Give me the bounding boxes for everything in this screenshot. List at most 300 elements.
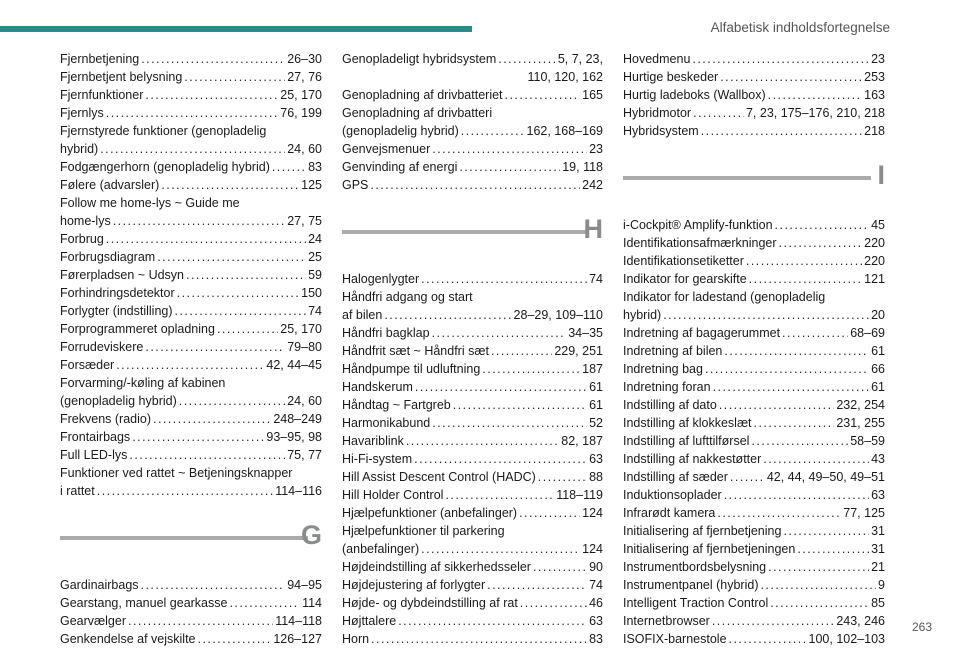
entry-row bbox=[623, 306, 885, 324]
entry-page-ref: 42, 44, 49–50, 49–51 bbox=[766, 470, 885, 484]
index-entry[interactable] bbox=[342, 630, 603, 648]
entry-page-ref: 27, 76 bbox=[287, 70, 322, 84]
index-entry[interactable] bbox=[623, 50, 885, 68]
dot-leader bbox=[498, 50, 556, 68]
entry-row bbox=[623, 468, 885, 486]
entry-page-ref: 43 bbox=[871, 452, 885, 466]
index-entry[interactable] bbox=[60, 338, 322, 356]
dot-leader bbox=[520, 594, 587, 612]
index-entry[interactable] bbox=[60, 104, 322, 122]
entry-page-ref: 19, 118 bbox=[562, 160, 603, 174]
index-entry[interactable] bbox=[342, 450, 603, 468]
dot-leader bbox=[763, 450, 869, 468]
section-divider-i bbox=[623, 160, 885, 210]
entry-page-ref: 76, 199 bbox=[280, 106, 322, 120]
entry-row bbox=[623, 612, 885, 630]
entry-page-ref: 74 bbox=[589, 272, 603, 286]
entry-row bbox=[60, 594, 322, 612]
index-entry[interactable] bbox=[60, 446, 322, 464]
dot-leader bbox=[371, 630, 587, 648]
entry-label: Fjernlys bbox=[60, 106, 104, 120]
entry-row bbox=[623, 216, 885, 234]
entry-label: Frontairbags bbox=[60, 430, 131, 444]
dot-leader bbox=[519, 504, 580, 522]
entry-page-ref: 25, 170 bbox=[280, 88, 322, 102]
entry-page-ref: 229, 251 bbox=[554, 344, 603, 358]
entry-page-ref: 61 bbox=[589, 398, 603, 412]
entry-page-ref: 68–69 bbox=[850, 326, 885, 340]
dot-leader bbox=[177, 284, 299, 302]
entry-page-ref: 243, 246 bbox=[836, 614, 885, 628]
entry-label: Forhindringsdetektor bbox=[60, 286, 175, 300]
dot-leader bbox=[414, 450, 587, 468]
entry-label: Infrarødt kamera bbox=[623, 506, 716, 520]
index-entry[interactable] bbox=[623, 594, 885, 612]
index-entry[interactable] bbox=[623, 342, 885, 360]
entry-row bbox=[60, 212, 322, 230]
entry-label: Hi-Fi-system bbox=[342, 452, 413, 466]
index-entry[interactable] bbox=[623, 450, 885, 468]
dot-leader bbox=[461, 122, 525, 140]
page-header-title: Alfabetisk indholdsfortegnelse bbox=[710, 20, 890, 35]
index-entry[interactable] bbox=[623, 324, 885, 342]
entry-page-ref: 20 bbox=[871, 308, 885, 322]
dot-leader bbox=[693, 104, 744, 122]
entry-label: Identifikationsafmærkninger bbox=[623, 236, 777, 250]
index-entry[interactable] bbox=[60, 594, 322, 612]
index-entry[interactable] bbox=[60, 356, 322, 374]
entry-row bbox=[60, 392, 322, 410]
index-entry[interactable] bbox=[60, 410, 322, 428]
index-entry[interactable] bbox=[623, 468, 885, 486]
index-entry[interactable] bbox=[623, 558, 885, 576]
entry-label: af bilen bbox=[342, 308, 383, 322]
entry-page-ref: 248–249 bbox=[273, 412, 322, 426]
section-letter: G bbox=[300, 520, 322, 550]
entry-label: hybrid) bbox=[623, 308, 662, 322]
entry-page-ref: 83 bbox=[589, 632, 603, 646]
index-entry[interactable] bbox=[342, 176, 603, 194]
entry-row bbox=[623, 50, 885, 68]
entry-label-line: Forvarming/-køling af kabinen bbox=[60, 376, 226, 390]
entry-page-ref: 100, 102–103 bbox=[808, 632, 885, 646]
index-entry[interactable] bbox=[623, 104, 885, 122]
entry-page-ref: 114–116 bbox=[275, 484, 322, 498]
index-list bbox=[60, 50, 322, 500]
index-entry[interactable] bbox=[60, 284, 322, 302]
entry-row bbox=[60, 356, 322, 374]
index-entry[interactable] bbox=[623, 378, 885, 396]
dot-leader bbox=[106, 230, 306, 248]
entry-label: Frekvens (radio) bbox=[60, 412, 151, 426]
entry-label: Havariblink bbox=[342, 434, 404, 448]
entry-label: Indstilling af klokkeslæt bbox=[623, 416, 752, 430]
entry-row bbox=[342, 360, 603, 378]
header-accent-bar bbox=[0, 26, 472, 32]
dot-leader bbox=[730, 468, 765, 486]
index-entry[interactable] bbox=[623, 252, 885, 270]
index-entry[interactable] bbox=[342, 360, 603, 378]
section-divider-h bbox=[342, 214, 603, 264]
entry-row bbox=[623, 68, 885, 86]
dot-leader bbox=[184, 68, 285, 86]
entry-label: i rattet bbox=[60, 484, 95, 498]
entry-page-ref: 93–95, 98 bbox=[266, 430, 322, 444]
dot-leader bbox=[370, 176, 580, 194]
index-entry[interactable] bbox=[342, 396, 603, 414]
dot-leader bbox=[153, 410, 271, 428]
entry-label-line: Hjælpefunktioner til parkering bbox=[342, 524, 505, 538]
dot-leader bbox=[768, 558, 869, 576]
entry-row bbox=[60, 230, 322, 248]
entry-label: Genopladning af drivbatteriet bbox=[342, 88, 503, 102]
entry-label: Indikator for gearskifte bbox=[623, 272, 747, 286]
entry-row bbox=[623, 522, 885, 540]
entry-label: GPS bbox=[342, 178, 369, 192]
entry-row bbox=[623, 450, 885, 468]
index-entry[interactable] bbox=[623, 68, 885, 86]
entry-page-ref: 52 bbox=[589, 416, 603, 430]
index-entry[interactable] bbox=[342, 50, 603, 86]
entry-label: Hybridmotor bbox=[623, 106, 692, 120]
index-entry[interactable] bbox=[60, 612, 322, 630]
index-entry[interactable] bbox=[342, 594, 603, 612]
index-entry[interactable] bbox=[60, 176, 322, 194]
index-entry[interactable] bbox=[623, 612, 885, 630]
entry-label: hybrid) bbox=[60, 142, 99, 156]
entry-row bbox=[60, 630, 322, 648]
index-entry[interactable] bbox=[623, 270, 885, 288]
index-entry[interactable] bbox=[60, 230, 322, 248]
entry-label: Instrumentbordsbelysning bbox=[623, 560, 767, 574]
dot-leader bbox=[97, 482, 273, 500]
index-entry[interactable] bbox=[60, 374, 322, 410]
entry-label: Forbrug bbox=[60, 232, 104, 246]
entry-row bbox=[342, 486, 603, 504]
entry-row bbox=[60, 482, 322, 500]
entry-row bbox=[342, 306, 603, 324]
index-entry[interactable] bbox=[623, 432, 885, 450]
index-column-2 bbox=[342, 50, 603, 648]
entry-page-ref: 24 bbox=[308, 232, 322, 246]
dot-leader bbox=[754, 414, 835, 432]
dot-leader bbox=[724, 342, 869, 360]
dot-leader bbox=[779, 234, 863, 252]
index-entry[interactable] bbox=[60, 158, 322, 176]
index-entry[interactable] bbox=[60, 194, 322, 230]
section-letter: H bbox=[583, 214, 603, 244]
entry-label: Førerpladsen ~ Udsyn bbox=[60, 268, 185, 282]
entry-label: Forprogrammeret opladning bbox=[60, 322, 215, 336]
index-entry[interactable] bbox=[623, 234, 885, 252]
index-entry[interactable] bbox=[623, 288, 885, 324]
index-entry[interactable] bbox=[342, 504, 603, 522]
index-entry[interactable] bbox=[60, 248, 322, 266]
index-entry[interactable] bbox=[623, 540, 885, 558]
entry-row bbox=[623, 594, 885, 612]
dot-leader bbox=[415, 378, 587, 396]
entry-row bbox=[623, 360, 885, 378]
dot-leader bbox=[749, 270, 862, 288]
entry-label: Full LED-lys bbox=[60, 448, 128, 462]
index-entry[interactable] bbox=[342, 324, 603, 342]
dot-leader bbox=[384, 306, 511, 324]
dot-leader bbox=[768, 86, 862, 104]
entry-label: Hill Holder Control bbox=[342, 488, 444, 502]
index-entry[interactable] bbox=[60, 320, 322, 338]
entry-row bbox=[342, 396, 603, 414]
entry-page-ref: 114 bbox=[302, 596, 322, 610]
entry-label: (genopladelig hybrid) bbox=[60, 394, 177, 408]
entry-label-line: Follow me home-lys ~ Guide me bbox=[60, 196, 240, 210]
entry-row bbox=[623, 540, 885, 558]
entry-row bbox=[623, 234, 885, 252]
dot-leader bbox=[724, 486, 869, 504]
dot-leader bbox=[797, 540, 869, 558]
index-entry[interactable] bbox=[623, 504, 885, 522]
entry-page-ref: 74 bbox=[589, 578, 603, 592]
index-entry[interactable] bbox=[623, 576, 885, 594]
entry-label: Indretning foran bbox=[623, 380, 711, 394]
entry-page-ref: 242 bbox=[582, 178, 603, 192]
entry-row bbox=[623, 432, 885, 450]
entry-row bbox=[342, 414, 603, 432]
index-list bbox=[342, 270, 603, 648]
entry-row bbox=[342, 50, 603, 68]
index-entry[interactable] bbox=[60, 68, 322, 86]
entry-page-ref: 26–30 bbox=[287, 52, 322, 66]
entry-page-ref: 79–80 bbox=[287, 340, 322, 354]
entry-label: Horn bbox=[342, 632, 370, 646]
entry-label: Forrudeviskere bbox=[60, 340, 144, 354]
dot-leader bbox=[719, 396, 835, 414]
section-rule bbox=[342, 230, 589, 234]
entry-label: Højdeindstilling af sikkerhedsseler bbox=[342, 560, 531, 574]
entry-label: Initialisering af fjernbetjeningen bbox=[623, 542, 796, 556]
dot-leader bbox=[491, 342, 552, 360]
entry-row bbox=[342, 270, 603, 288]
entry-row bbox=[60, 248, 322, 266]
entry-label: Forbrugsdiagram bbox=[60, 250, 156, 264]
index-entry[interactable] bbox=[60, 266, 322, 284]
index-entry[interactable] bbox=[342, 140, 603, 158]
entry-page-ref: 46 bbox=[589, 596, 603, 610]
entry-row bbox=[342, 176, 603, 194]
entry-row bbox=[342, 432, 603, 450]
entry-row bbox=[623, 576, 885, 594]
index-entry[interactable] bbox=[623, 122, 885, 140]
entry-row bbox=[342, 468, 603, 486]
entry-label: Indstilling af nakkestøtter bbox=[623, 452, 762, 466]
section-rule bbox=[60, 536, 308, 540]
entry-page-ref: 24, 60 bbox=[287, 142, 322, 156]
entry-label: Genvinding af energi bbox=[342, 160, 458, 174]
entry-label: Håndtag ~ Fartgreb bbox=[342, 398, 451, 412]
entry-label: Fodgængerhorn (genopladelig hybrid) bbox=[60, 160, 270, 174]
dot-leader bbox=[141, 50, 285, 68]
entry-label: Forsæder bbox=[60, 358, 115, 372]
index-column-1 bbox=[60, 50, 322, 648]
index-entry[interactable] bbox=[60, 428, 322, 446]
dot-leader bbox=[129, 446, 285, 464]
dot-leader bbox=[157, 248, 306, 266]
index-entry[interactable] bbox=[60, 576, 322, 594]
entry-row bbox=[60, 68, 322, 86]
index-entry[interactable] bbox=[342, 468, 603, 486]
entry-page-ref: 124 bbox=[582, 506, 603, 520]
dot-leader bbox=[406, 432, 559, 450]
entry-page-ref: 63 bbox=[589, 614, 603, 628]
index-entry[interactable] bbox=[342, 104, 603, 140]
entry-page-ref: 23 bbox=[871, 52, 885, 66]
entry-label: Harmonikabund bbox=[342, 416, 431, 430]
entry-page-ref: 58–59 bbox=[850, 434, 885, 448]
dot-leader bbox=[217, 320, 278, 338]
entry-page-ref: 63 bbox=[589, 452, 603, 466]
entry-row bbox=[623, 486, 885, 504]
index-entry[interactable] bbox=[342, 612, 603, 630]
entry-label-line: Genopladning af drivbatteri bbox=[342, 106, 493, 120]
entry-label: Fjernfunktioner bbox=[60, 88, 144, 102]
index-entry[interactable] bbox=[342, 288, 603, 324]
index-entry[interactable] bbox=[342, 558, 603, 576]
entry-row bbox=[342, 558, 603, 576]
entry-page-ref: 118–119 bbox=[556, 488, 603, 502]
index-column-3 bbox=[623, 50, 885, 648]
index-entry[interactable] bbox=[623, 360, 885, 378]
index-entry[interactable] bbox=[60, 630, 322, 648]
entry-page-ref: 125 bbox=[301, 178, 322, 192]
entry-row bbox=[60, 104, 322, 122]
dot-leader bbox=[538, 468, 587, 486]
entry-page-ref: 28–29, 109–110 bbox=[513, 308, 603, 322]
entry-row bbox=[623, 558, 885, 576]
index-entry[interactable] bbox=[342, 432, 603, 450]
entry-page-ref: 163 bbox=[864, 88, 885, 102]
index-entry[interactable] bbox=[623, 486, 885, 504]
dot-leader bbox=[729, 630, 807, 648]
entry-row bbox=[60, 410, 322, 428]
dot-leader bbox=[421, 270, 587, 288]
index-entry[interactable] bbox=[623, 630, 885, 648]
index-entry[interactable] bbox=[623, 396, 885, 414]
entry-row bbox=[623, 504, 885, 522]
entry-row bbox=[342, 86, 603, 104]
entry-label: Genopladeligt hybridsystem bbox=[342, 52, 497, 66]
index-entry[interactable] bbox=[623, 86, 885, 104]
entry-row bbox=[60, 284, 322, 302]
dot-leader bbox=[145, 86, 278, 104]
dot-leader bbox=[746, 252, 862, 270]
entry-row bbox=[623, 342, 885, 360]
index-entry[interactable] bbox=[623, 522, 885, 540]
index-entry[interactable] bbox=[342, 270, 603, 288]
dot-leader bbox=[775, 216, 870, 234]
entry-page-ref: 5, 7, 23, bbox=[557, 52, 603, 66]
entry-label: Genkendelse af vejskilte bbox=[60, 632, 196, 646]
index-entry[interactable] bbox=[342, 414, 603, 432]
entry-page-ref: 34–35 bbox=[568, 326, 603, 340]
dot-leader bbox=[432, 414, 587, 432]
dot-leader bbox=[720, 68, 862, 86]
index-list bbox=[623, 50, 885, 140]
entry-row bbox=[60, 338, 322, 356]
index-list bbox=[60, 576, 322, 648]
entry-page-ref: 31 bbox=[871, 524, 885, 538]
entry-page-ref: 82, 187 bbox=[561, 434, 603, 448]
dot-leader bbox=[717, 504, 841, 522]
dot-leader bbox=[705, 360, 869, 378]
entry-page-ref: 7, 23, 175–176, 210, 218 bbox=[745, 106, 885, 120]
entry-label: Indstilling af sæder bbox=[623, 470, 728, 484]
entry-page-ref: 61 bbox=[871, 344, 885, 358]
entry-page-ref: 220 bbox=[864, 254, 885, 268]
index-entry[interactable] bbox=[342, 342, 603, 360]
dot-leader bbox=[751, 432, 848, 450]
index-entry[interactable] bbox=[60, 86, 322, 104]
entry-row bbox=[342, 504, 603, 522]
entry-page-ref: 25, 170 bbox=[280, 322, 322, 336]
index-entry[interactable] bbox=[60, 50, 322, 68]
dot-leader bbox=[113, 212, 286, 230]
dot-leader bbox=[712, 612, 834, 630]
index-entry[interactable] bbox=[342, 158, 603, 176]
entry-page-ref: 83 bbox=[308, 160, 322, 174]
index-entry[interactable] bbox=[342, 522, 603, 558]
entry-row bbox=[623, 324, 885, 342]
index-entry[interactable] bbox=[342, 86, 603, 104]
entry-label: Indretning af bagagerummet bbox=[623, 326, 781, 340]
entry-page-ref: 21 bbox=[871, 560, 885, 574]
entry-page-ref: 9 bbox=[878, 578, 885, 592]
index-entry[interactable] bbox=[623, 414, 885, 432]
entry-label: Gearvælger bbox=[60, 614, 126, 628]
index-entry[interactable] bbox=[342, 486, 603, 504]
dot-leader bbox=[186, 266, 306, 284]
entry-label: Fjernbetjent belysning bbox=[60, 70, 183, 84]
entry-row bbox=[342, 630, 603, 648]
entry-page-ref: 220 bbox=[864, 236, 885, 250]
index-entry[interactable] bbox=[342, 576, 603, 594]
dot-leader bbox=[432, 140, 587, 158]
entry-row bbox=[342, 122, 603, 140]
entry-label: Højde- og dybdeindstilling af rat bbox=[342, 596, 518, 610]
index-entry[interactable] bbox=[342, 378, 603, 396]
dot-leader bbox=[116, 356, 264, 374]
entry-label: Hurtig ladeboks (Wallbox) bbox=[623, 88, 766, 102]
entry-page-ref: 114–118 bbox=[275, 614, 322, 628]
index-entry[interactable] bbox=[623, 216, 885, 234]
dot-leader bbox=[487, 576, 587, 594]
entry-label: Hurtige beskeder bbox=[623, 70, 719, 84]
entry-label: (anbefalinger) bbox=[342, 542, 420, 556]
entry-label-line: Indikator for ladestand (genopladelig bbox=[623, 290, 826, 304]
index-list bbox=[623, 216, 885, 648]
dot-leader bbox=[453, 396, 587, 414]
index-entry[interactable] bbox=[60, 122, 322, 158]
entry-row bbox=[60, 140, 322, 158]
index-entry[interactable] bbox=[60, 302, 322, 320]
entry-row bbox=[623, 122, 885, 140]
entry-row bbox=[623, 252, 885, 270]
entry-page-ref: 165 bbox=[582, 88, 603, 102]
entry-label: Genvejsmenuer bbox=[342, 142, 431, 156]
dot-leader bbox=[100, 140, 285, 158]
dot-leader bbox=[482, 360, 580, 378]
index-entry[interactable] bbox=[60, 464, 322, 500]
dot-leader bbox=[770, 594, 869, 612]
section-letter: I bbox=[877, 160, 885, 190]
